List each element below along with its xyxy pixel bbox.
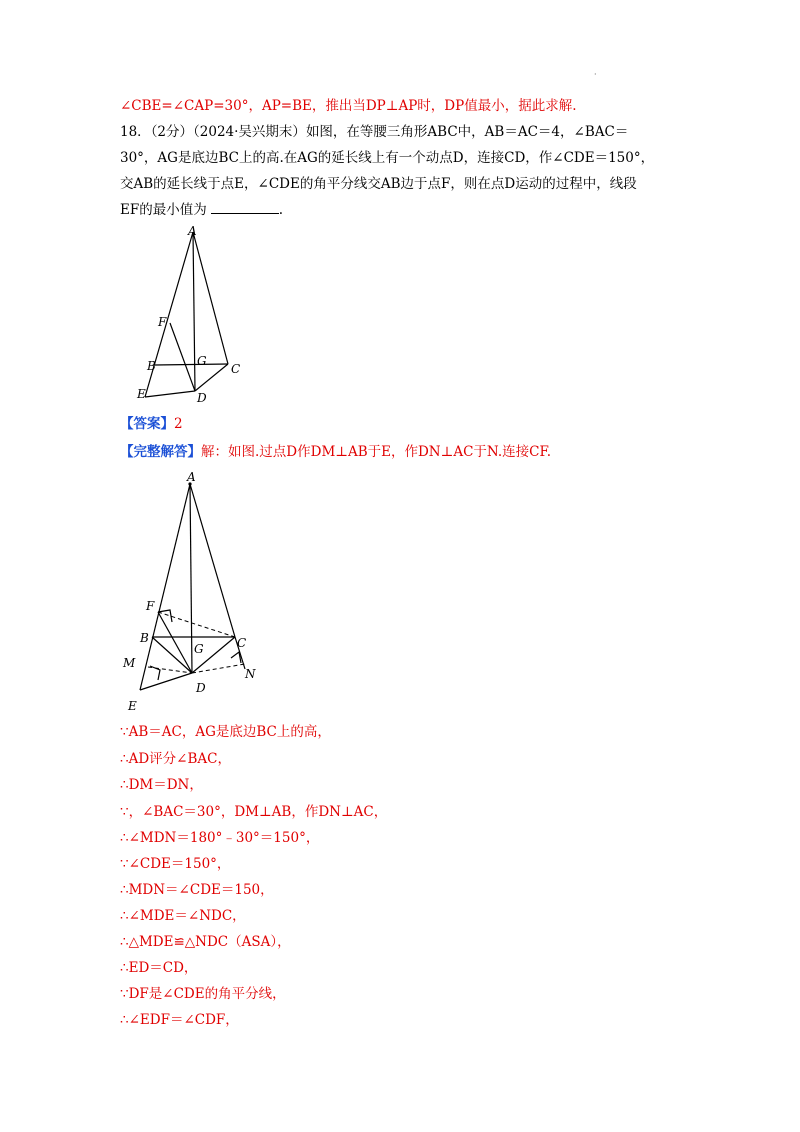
question-line-1 (120, 122, 628, 142)
figure-2-construction (118, 466, 278, 716)
solution-step-9: ∴△MDE≌△NDC（ASA）， (120, 934, 291, 950)
fig2-label-g: G (194, 642, 204, 656)
answer-tag: 【答案】 (120, 416, 174, 432)
fig2-label-m: M (123, 656, 136, 670)
answer-blank (211, 201, 279, 214)
question-line-2: 30°，AG是底边BC上的高.在AG的延长线上有一个动点D，连接CD，作∠CDE＝150°， (120, 150, 655, 166)
solution-step-4: ∵，∠BAC＝30°，DM⊥AB，作DN⊥AC， (120, 804, 388, 820)
fig2-label-f: F (146, 599, 155, 613)
question-end: . (278, 202, 284, 218)
page-marker-dot: · (594, 70, 597, 79)
fig1-label-c: C (231, 362, 241, 376)
fig1-label-g: G (197, 354, 207, 368)
solution-step-7: ∴MDN＝∠CDE＝150， (120, 882, 274, 898)
solution-step-2: ∴AD评分∠BAC， (120, 751, 231, 767)
solution-intro-line (120, 442, 551, 462)
question-line-3: 交AB的延长线于点E，∠CDE的角平分线交AB边于点F，则在点D运动的过程中，线段 (120, 176, 637, 192)
solution-intro: 解：如图.过点D作DM⊥AB于E，作DN⊥AC于N.连接CF. (201, 444, 552, 460)
fig1-label-b: B (147, 359, 156, 373)
question-number: 18． (120, 124, 151, 140)
solution-step-11: ∵DF是∠CDE的角平分线， (120, 986, 286, 1002)
fig2-label-n: N (245, 667, 256, 681)
solution-step-6: ∵∠CDE＝150°， (120, 856, 231, 872)
answer-line (120, 414, 183, 434)
fig2-label-a: A (187, 470, 196, 484)
fig1-label-a: A (188, 224, 197, 238)
fig2-label-d: D (196, 681, 206, 695)
question-text-4: EF的最小值为 (120, 202, 207, 218)
question-text-1: 如图，在等腰三角形ABC中，AB＝AC＝4，∠BAC＝ (305, 124, 629, 140)
fig2-label-b: B (140, 631, 149, 645)
solution-step-12: ∴∠EDF＝∠CDF， (120, 1012, 239, 1028)
solution-step-10: ∴ED＝CD， (120, 960, 198, 976)
fig1-label-d: D (197, 391, 207, 405)
question-source: （2024·吴兴期末） (193, 124, 306, 140)
fig1-label-e: E (137, 387, 146, 401)
solution-tag: 【完整解答】 (120, 444, 201, 460)
figure-1-triangle (130, 222, 260, 410)
answer-value: 2 (174, 416, 183, 432)
solution-step-1: ∵AB＝AC，AG是底边BC上的高， (120, 724, 331, 740)
fig2-label-c: C (237, 636, 247, 650)
question-line-4 (120, 200, 283, 220)
solution-step-8: ∴∠MDE＝∠NDC， (120, 908, 246, 924)
solution-step-3: ∴DM＝DN， (120, 777, 203, 793)
fig1-label-f: F (158, 315, 167, 329)
solution-step-5: ∴∠MDN＝180°﹣30°＝150°， (120, 830, 320, 846)
question-points: （2分） (150, 124, 194, 140)
previous-solution-tail: ∠CBE=∠CAP=30°，AP=BE，推出当DP⊥AP时，DP值最小，据此求解. (120, 98, 577, 114)
fig2-label-e: E (128, 699, 137, 713)
